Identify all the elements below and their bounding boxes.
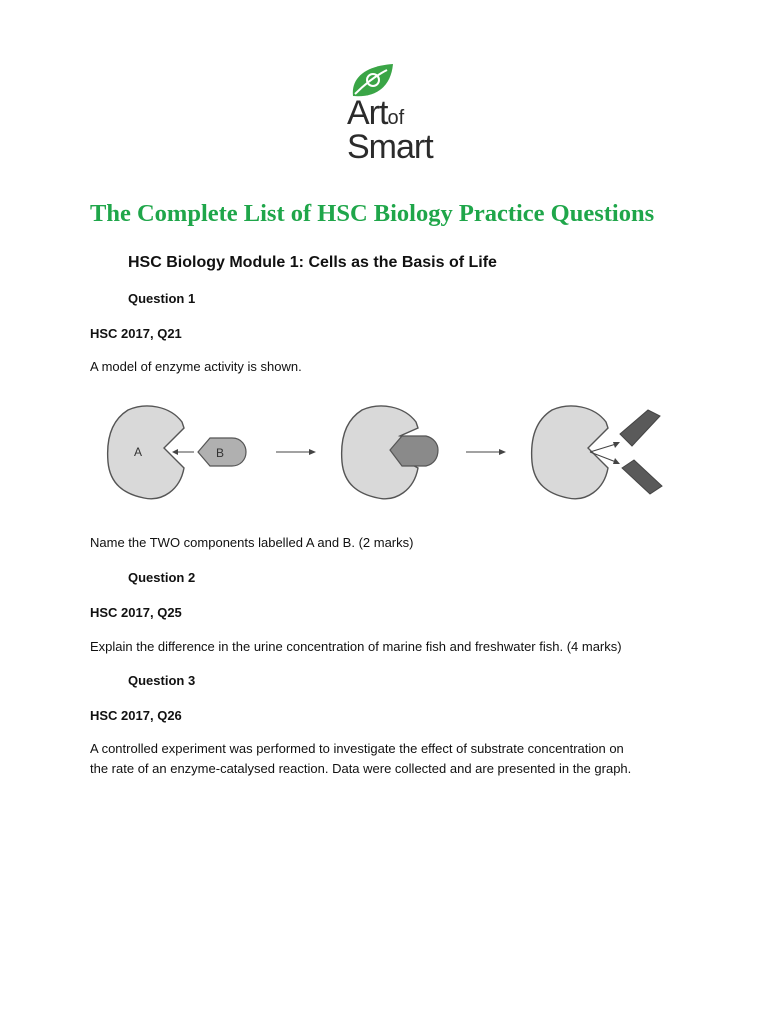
question-2-text: Explain the difference in the urine concentration of marine fish and freshwater fish. (4 marks) xyxy=(90,639,622,654)
module-heading: HSC Biology Module 1: Cells as the Basis of Life xyxy=(128,254,497,271)
enzyme-model-figure xyxy=(100,398,680,518)
question-3-source: HSC 2017, Q26 xyxy=(90,708,182,723)
figure-label-a: A xyxy=(134,445,143,459)
art-of-smart-logo xyxy=(343,60,443,164)
question-3-text-line-1: A controlled experiment was performed to investigate the effect of substrate concentration on xyxy=(90,741,624,756)
product-shape-1 xyxy=(620,410,660,446)
figure-label-b: B xyxy=(216,446,225,460)
question-2-label: Question 2 xyxy=(128,570,196,585)
logo-word-smart: Smart xyxy=(347,128,433,166)
document-title: The Complete List of HSC Biology Practice Questions xyxy=(90,200,655,227)
enzyme-shape-1 xyxy=(108,406,184,499)
logo-word-art: Art xyxy=(347,94,388,132)
question-1-source: HSC 2017, Q21 xyxy=(90,326,182,341)
question-1-label: Question 1 xyxy=(128,291,196,306)
question-2-source: HSC 2017, Q25 xyxy=(90,605,182,620)
enzyme-shape-3 xyxy=(532,406,608,499)
question-1-text: A model of enzyme activity is shown. xyxy=(90,359,302,374)
question-1-prompt: Name the TWO components labelled A and B. (2 marks) xyxy=(90,535,414,550)
question-3-label: Question 3 xyxy=(128,673,196,688)
question-3-text-line-2: the rate of an enzyme-catalysed reaction. Data were collected and are presented in the graph. xyxy=(90,761,632,776)
product-shape-2 xyxy=(622,460,662,494)
logo-word-of: of xyxy=(387,107,405,129)
